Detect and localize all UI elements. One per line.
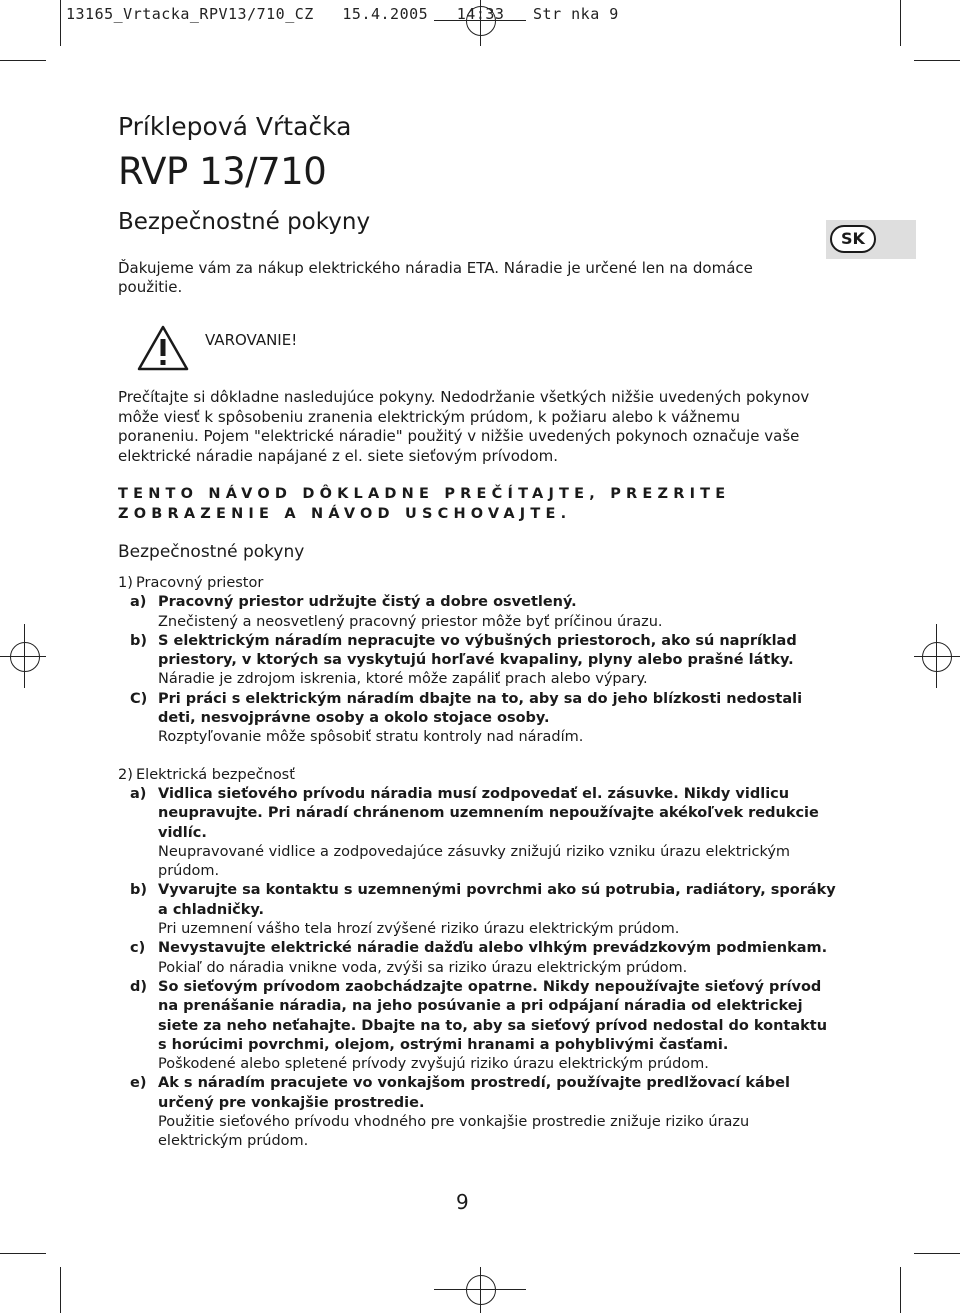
print-slug: 13165_Vrtacka_RPV13/710_CZ 15.4.2005 14:33 Str nka 9 xyxy=(66,5,619,23)
list-item xyxy=(118,1074,838,1151)
item-instruction: Vyvarujte sa kontaktu s uzemnenými povrchmi ako sú potrubia, radiátory, sporáky a chladničky. xyxy=(158,882,836,918)
product-type-title: Príklepová Vŕtačka xyxy=(118,112,352,141)
registration-mark xyxy=(914,656,960,657)
item-explanation: Poškodené alebo spletené prívody zvyšujú riziko úrazu elektrickým prúdom. xyxy=(158,1056,709,1073)
list-item xyxy=(118,785,838,881)
registration-mark xyxy=(480,1267,481,1313)
warning-triangle-icon xyxy=(137,325,189,371)
caps-notice: TENTO NÁVOD DÔKLADNE PREČÍTAJTE, PREZRITE ZOBRAZENIE A NÁVOD USCHOVAJTE. xyxy=(118,486,731,522)
item-instruction: S elektrickým náradím nepracujte vo výbušných priestoroch, ako sú napríklad priestory, v ktorých sa vyskytujú horľavé kvapaliny, plyny alebo prašné látky. xyxy=(158,632,797,669)
registration-mark xyxy=(434,1289,526,1290)
section-header xyxy=(118,574,838,593)
item-letter: e) xyxy=(130,1075,147,1092)
item-instruction: Pri práci s elektrickým náradím dbajte na to, aby sa do jeho blízkosti nedostali deti, nesvojprávne osoby a okolo stojace osoby. xyxy=(158,690,803,727)
section-title: Elektrická bezpečnosť xyxy=(136,766,295,783)
safety-heading: Bezpečnostné pokyny xyxy=(118,209,371,235)
item-instruction: Pracovný priestor udržujte čistý a dobre osvetlený. xyxy=(158,594,577,611)
section-heading: Bezpečnostné pokyny xyxy=(118,542,305,562)
model-title: RVP 13/710 xyxy=(118,150,327,193)
crop-mark xyxy=(900,0,901,46)
warning-label: VAROVANIE! xyxy=(205,331,298,349)
safety-instructions xyxy=(118,574,838,1152)
section-title: Pracovný priestor xyxy=(136,575,264,591)
intro-text: Ďakujeme vám za nákup elektrického náradia ETA. Náradie je určené len na domáce použitie. xyxy=(118,259,753,296)
registration-mark xyxy=(466,1275,496,1305)
item-instruction: So sieťovým prívodom zaobchádzajte opatrne. Nikdy nepoužívajte sieťový prívod na prenášanie náradia, na jeho posúvanie a pri odpájaní náradia od elektrickej siete za neho neťahajte. Dbajte na to, aby sa sieťový prívod nedostal do kontaktu s horúcimi povrchmi, olejom, ostrými hranami a pohyblivými časťami. xyxy=(158,978,828,1053)
crop-mark xyxy=(0,1253,46,1254)
crop-mark xyxy=(0,60,46,61)
item-instruction: Ak s náradím pracujete vo vonkajšom prostredí, používajte predlžovací kábel určený pre vonkajšie prostredie. xyxy=(158,1075,790,1111)
crop-mark xyxy=(60,0,61,46)
item-letter: d) xyxy=(130,978,148,995)
crop-mark xyxy=(60,1267,61,1313)
item-letter: b) xyxy=(130,882,148,899)
section-number: 2) xyxy=(118,766,133,783)
language-tab xyxy=(826,220,916,259)
section-header xyxy=(118,766,838,785)
item-letter: a) xyxy=(130,785,147,802)
page-number: 9 xyxy=(456,1190,469,1214)
registration-mark xyxy=(10,642,40,672)
item-explanation: Neupravované vidlice a zodpovedajúce zásuvky znižujú riziko vzniku úrazu elektrickým prúdom. xyxy=(158,843,791,880)
warning-text: Prečítajte si dôkladne nasledujúce pokyny. Nedodržanie všetkých nižšie uvedených pokynov môže viesť k spôsobeniu zranenia elektrickým prúdom, k požiaru alebo k vážnemu poraneniu. Pojem "elektrické náradie" použitý v nižšie uvedených pokynoch označuje vaše elektrické náradie napájané z el. siete sieťovým prívodom. xyxy=(118,388,810,465)
crop-mark xyxy=(900,1267,901,1313)
item-instruction: Vidlica sieťového prívodu náradia musí zodpovedať el. zásuvke. Nikdy vidlicu neupravujte. Pri náradí chránenom uzemnením nepoužívajte akékoľvek redukcie vidlíc. xyxy=(158,785,819,841)
list-item xyxy=(118,593,838,632)
crop-mark xyxy=(914,60,960,61)
item-instruction: Nevystavujte elektrické náradie dažďu alebo vlhkým prevádzkovým podmienkam. xyxy=(158,940,828,957)
item-letter: b) xyxy=(130,632,148,649)
section-1 xyxy=(118,574,838,748)
list-item xyxy=(118,939,838,978)
crop-mark xyxy=(914,1253,960,1254)
list-item xyxy=(118,690,838,748)
section-number: 1) xyxy=(118,575,133,591)
section-2 xyxy=(118,766,838,1152)
item-explanation: Použitie sieťového prívodu vhodného pre vonkajšie prostredie znižuje riziko úrazu elektrickým prúdom. xyxy=(158,1114,750,1150)
item-explanation: Pokiaľ do náradia vnikne voda, zvýši sa riziko úrazu elektrickým prúdom. xyxy=(158,959,688,976)
item-explanation: Náradie je zdrojom iskrenia, ktoré môže zapáliť prach alebo výpary. xyxy=(158,671,648,688)
item-letter: a) xyxy=(130,594,147,611)
registration-mark xyxy=(0,656,46,657)
list-item xyxy=(118,632,838,690)
language-badge: SK xyxy=(830,225,876,253)
list-item xyxy=(118,881,838,939)
item-explanation: Rozptyľovanie môže spôsobiť stratu kontroly nad náradím. xyxy=(158,729,584,746)
registration-mark xyxy=(922,642,952,672)
item-explanation: Pri uzemnení vášho tela hrozí zvýšené riziko úrazu elektrickým prúdom. xyxy=(158,921,680,938)
item-explanation: Znečistený a neosvetlený pracovný priestor môže byť príčinou úrazu. xyxy=(158,613,663,630)
item-letter: C) xyxy=(130,690,148,707)
item-letter: c) xyxy=(130,940,146,957)
list-item xyxy=(118,978,838,1074)
